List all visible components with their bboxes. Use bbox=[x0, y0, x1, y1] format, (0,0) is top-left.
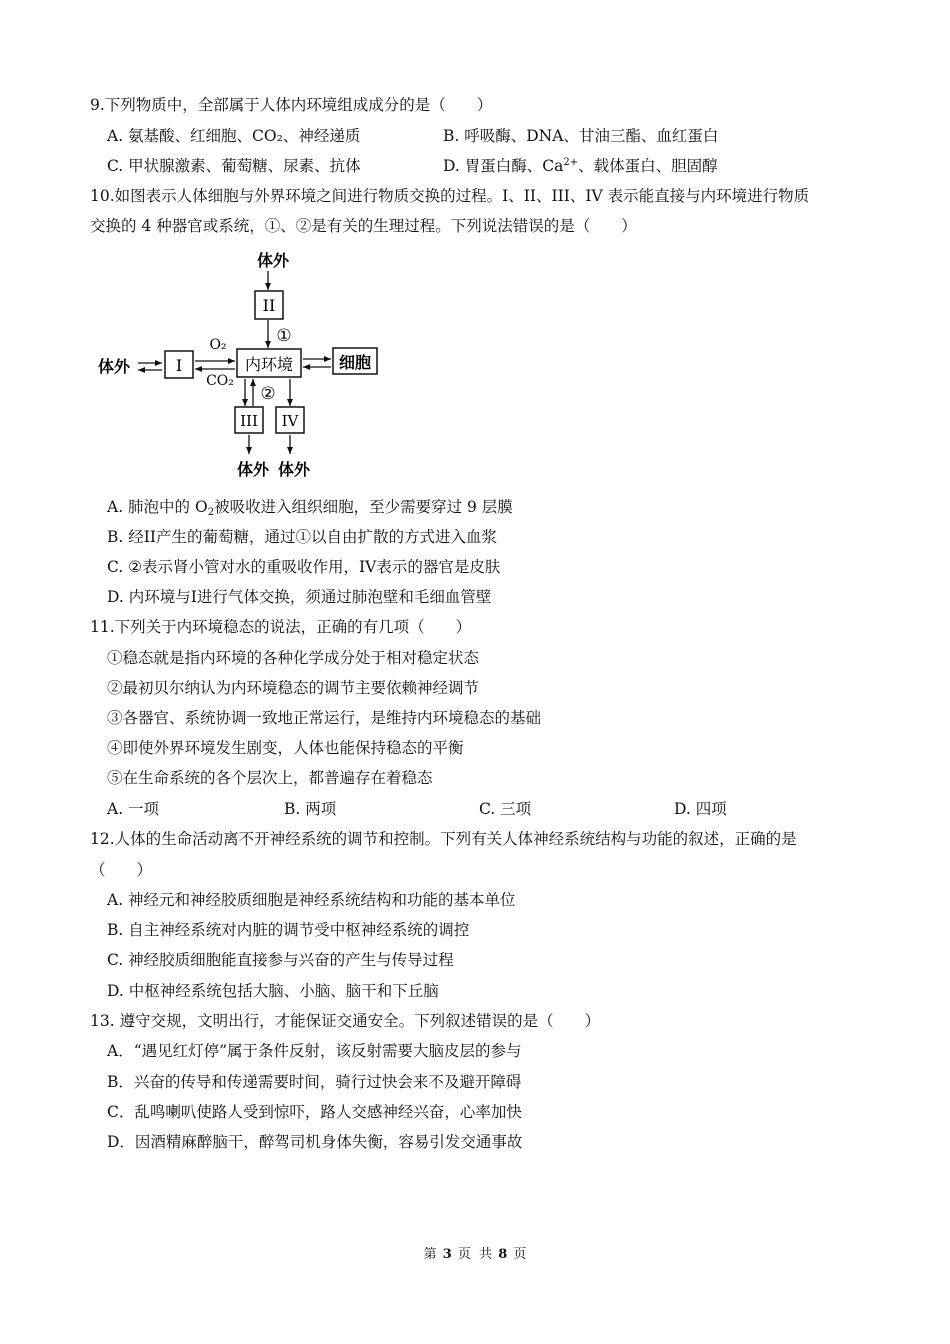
q9-option-a: A. 氨基酸、红细胞、CO₂、神经递质 bbox=[107, 127, 361, 145]
current-page-number: 3 bbox=[442, 1247, 452, 1262]
q12-option-d: D. 中枢神经系统包括大脑、小脑、脑干和下丘脑 bbox=[107, 982, 439, 1000]
q13-option-a: A．“遇见红灯停”属于条件反射，该反射需要大脑皮层的参与 bbox=[107, 1042, 522, 1060]
q10-stem-line2: 交换的 4 种器官或系统，①、②是有关的生理过程。下列说法错误的是（ ） bbox=[90, 217, 637, 235]
q11-statement-5: ⑤在生命系统的各个层次上，都普遍存在着稳态 bbox=[107, 769, 433, 787]
q12-stem-line2: （ ） bbox=[90, 861, 153, 879]
page-footer: 第 3 页 共 8 页 bbox=[423, 1247, 527, 1262]
q11-statement-1: ①稳态就是指内环境的各种化学成分处于相对稳定状态 bbox=[107, 649, 480, 667]
q9-option-b: B. 呼吸酶、DNA、甘油三酯、血红蛋白 bbox=[443, 127, 719, 145]
q9-stem: 9.下列物质中，全部属于人体内环境组成成分的是（ ） bbox=[90, 96, 493, 114]
q9-option-c: C. 甲状腺激素、葡萄糖、尿素、抗体 bbox=[107, 157, 361, 175]
q11-stem: 11.下列关于内环境稳态的说法，正确的有几项（ ） bbox=[90, 618, 472, 636]
q13-option-d: D．因酒精麻醉脑干，醉驾司机身体失衡，容易引发交通事故 bbox=[107, 1133, 523, 1151]
q11-statement-4: ④即使外界环境发生剧变，人体也能保持稳态的平衡 bbox=[107, 739, 464, 757]
q12-option-a: A. 神经元和神经胶质细胞是神经系统结构和功能的基本单位 bbox=[107, 891, 516, 909]
diagram-top-outside-label: 体外 bbox=[256, 251, 290, 270]
q11-option-a: A. 一项 bbox=[107, 800, 160, 818]
q10-option-b: B. 经II产生的葡萄糖，通过①以自由扩散的方式进入血浆 bbox=[107, 528, 497, 546]
total-page-count: 8 bbox=[498, 1247, 508, 1262]
q13-option-c: C．乱鸣喇叭使路人受到惊吓，路人交感神经兴奋，心率加快 bbox=[107, 1103, 522, 1121]
q9-option-d: D. 胃蛋白酶、$Ca^{2+}$、载体蛋白、胆固醇 bbox=[443, 157, 718, 175]
q11-option-d: D. 四项 bbox=[674, 800, 727, 818]
box-II-label: II bbox=[262, 296, 276, 315]
q10-diagram bbox=[90, 245, 390, 485]
internal-environment-label: 内环境 bbox=[244, 355, 294, 374]
q10-option-a: A. 肺泡中的 $O_2$被吸收进入组织细胞，至少需要穿过 9 层膜 bbox=[107, 498, 513, 518]
box-III-label: III bbox=[240, 412, 258, 430]
box-I-label: I bbox=[175, 356, 183, 375]
q12-stem-line1: 12.人体的生命活动离不开神经系统的调节和控制。下列有关人体神经系统结构与功能的叙述，正确的是 bbox=[90, 830, 797, 848]
q12-option-c: C. 神经胶质细胞能直接参与兴奋的产生与传导过程 bbox=[107, 951, 454, 969]
cell-label: 细胞 bbox=[338, 353, 372, 372]
process-2-label: ② bbox=[260, 384, 276, 404]
diagram-bottom-left-outside-label: 体外 bbox=[236, 460, 270, 479]
q12-option-b: B. 自主神经系统对内脏的调节受中枢神经系统的调控 bbox=[107, 921, 470, 939]
q13-stem: 13. 遵守交规，文明出行，才能保证交通安全。下列叙述错误的是（ ） bbox=[90, 1012, 601, 1030]
box-IV-label: IV bbox=[281, 412, 299, 430]
q10-option-c: C. ②表示肾小管对水的重吸收作用，IV表示的器官是皮肤 bbox=[107, 558, 501, 576]
process-1-label: ① bbox=[276, 326, 292, 346]
q10-option-d: D. 内环境与I进行气体交换，须通过肺泡壁和毛细血管壁 bbox=[107, 588, 492, 606]
diagram-left-outside-label: 体外 bbox=[97, 357, 131, 376]
o2-label: O₂ bbox=[209, 337, 227, 353]
q11-option-c: C. 三项 bbox=[479, 800, 532, 818]
q10-stem-line1: 10.如图表示人体细胞与外界环境之间进行物质交换的过程。I、II、III、IV 表示能直接与内环境进行物质 bbox=[90, 187, 810, 205]
q11-statement-2: ②最初贝尔纳认为内环境稳态的调节主要依赖神经调节 bbox=[107, 679, 480, 697]
q13-option-b: B．兴奋的传导和传递需要时间，骑行过快会来不及避开障碍 bbox=[107, 1073, 522, 1091]
q11-statement-3: ③各器官、系统协调一致地正常运行，是维持内环境稳态的基础 bbox=[107, 709, 542, 727]
q11-option-b: B. 两项 bbox=[284, 800, 337, 818]
co2-label: CO₂ bbox=[206, 373, 234, 389]
diagram-bottom-right-outside-label: 体外 bbox=[277, 460, 311, 479]
